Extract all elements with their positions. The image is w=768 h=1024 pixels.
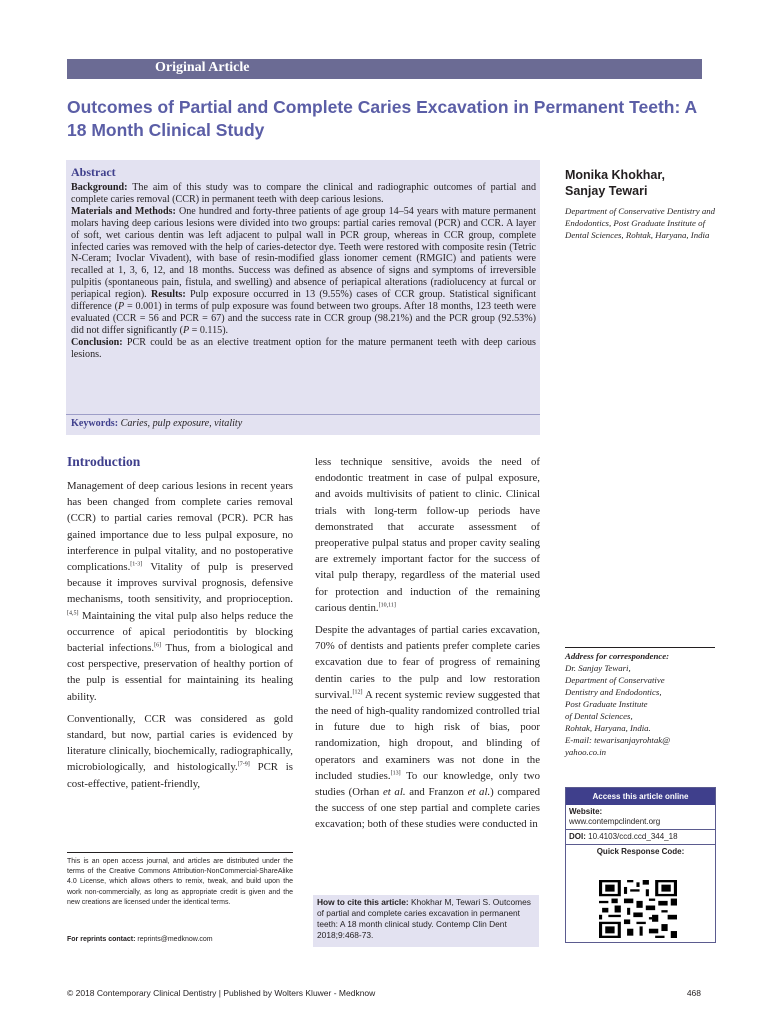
correspondence-divider [565, 647, 715, 648]
intro-paragraph-1: Management of deep carious lesions in recent years has been changed from complete caries removal (CCR) to partial caries removal (PCR). PCR has gained importance due to less pulpal exposure, no interference in pulpal vitality, and no postoperative complications.[1-3] Vitality of pulp is preserved because it improves survival prognosis, defensive mechanisms, tooth sensitivity, and proprioception.[4,5] Maintaining the vital pulp also helps reduce the occurrence of apical periodontitis by blocking bacterial infections.[6] Thus, from a biological and cost perspective, preservation of healthy portion of the pulp is essential for maintaining its healing ability. [67, 480, 293, 703]
article-title: Outcomes of Partial and Complete Caries Excavation in Permanent Teeth: A 18 Month Clinical Study [67, 97, 697, 140]
correspondence-email[interactable]: E-mail: tewarisanjayrohtak@ [565, 735, 671, 745]
results-label: Results: [150, 289, 186, 301]
author-names [565, 167, 725, 199]
intro-paragraph-2: Conventionally, CCR was considered as gold standard, but now, partial caries is evidenced by literature clinically, biochemically, radiographically, microbiologically, and histologically.[7-9] PCR is cost-effective, patient-friendly, [67, 712, 293, 790]
qr-code-icon[interactable] [599, 880, 677, 938]
keywords [71, 418, 242, 429]
conclusion-text: PCR could be as an elective treatment option for the mature permanent teeth with deep carious lesions. [71, 336, 536, 360]
author-affiliation: Department of Conservative Dentistry and Endodontics, Post Graduate Institute of Dental Sciences, Rohtak, Haryana, India [565, 206, 716, 240]
body-column-2 [315, 454, 540, 833]
keywords-text: Caries, pulp exposure, vitality [120, 418, 243, 429]
footer-text: © 2018 Contemporary Clinical Dentistry | Published by Wolters Kluwer - Medknow [67, 988, 376, 998]
website-row [566, 805, 715, 830]
intro-paragraph-4: Despite the advantages of partial caries excavation, 70% of dentists and patients prefer complete caries excavation due to fear of progress of remaining dentin caries to the pulp and low restoration survival.[12] A recent systemic review suggested that the need of high-quality randomized controlled trial in future due to high risk of bias, poor randomization, high dropout, and blinding of operators and examiners was not done in the included studies.[13] To our knowledge, only two studies (Orhan et al. and Franzon et al.) compared the success of one step partial and complete caries excavation; both of these studies were conducted in [315, 624, 540, 831]
conclusion-label: Conclusion: [71, 336, 123, 348]
license-text: This is an open access journal, and articles are distributed under the terms of the Creative Commons Attribution-NonCommercial-ShareAlike 4.0 License, which allows others to remix, tweak, and build upon the work non-commercially, as long as appropriate credit is given and the new creations are licensed under the identical terms. [67, 858, 293, 906]
reprints-contact [67, 936, 293, 943]
author-line-2: Sanjay Tewari [565, 184, 648, 198]
article-type-banner [67, 59, 702, 79]
body-column-1 [67, 478, 293, 792]
results-text-b: = 0.001) in terms of pulp exposure was found between two groups. After 18 months, 123 teeth were evaluated (CCR = 56 and PCR = 67) and the success rate in CCR group (98.21%) and the PCR group (92.53%) did not differ significantly ( [71, 301, 536, 336]
methods-label: Materials and Methods: [71, 205, 176, 217]
license-divider [67, 852, 293, 853]
p-symbol: P [182, 324, 190, 336]
website-label: Website: [569, 807, 603, 816]
keywords-label: Keywords: [71, 418, 119, 429]
doi-value[interactable]: 10.4103/ccd.ccd_344_18 [585, 832, 678, 841]
background-text: The aim of this study was to compare the clinical and radiographic outcomes of partial and complete caries removal (CCR) in permanent teeth with deep carious lesions. [71, 182, 536, 205]
results-text-a: Pulp exposure occurred in 13 (9.55%) cases of CCR group. Statistical significant difference ( [71, 289, 536, 313]
author-line-1: Monika Khokhar, [565, 168, 666, 182]
results-text-c: = 0.115). [189, 324, 229, 336]
doi-label: DOI: [569, 832, 586, 841]
abstract-box [66, 160, 540, 435]
reference[interactable]: [7-9] [237, 761, 250, 768]
access-online-box [565, 787, 716, 943]
correspondence-address: Address for correspondence: Dr. Sanjay Tewari, Department of Conservative Dentistry and Endodontics, Post Graduate Institute of Dental Sciences, Rohtak, Haryana, India. E-mail: tewarisanjayrohtak@ yahoo.co.in [565, 651, 671, 757]
methods-text: One hundred and forty-three patients of age group 14–54 years with mature permanent molars having deep carious lesions were divided into two groups: partial caries removal (PCR) and CCR. A layer of soft, wet carious dentin was left adjacent to pulpal wall in PCR group, whereas in CCR group, complete infected caries was removed with the help of caries-detector dye. Teeth were restored with composite resin (Tetric N-Ceram; Ivoclar Vivadent), with base of resin-modified glass ionomer cement (RMGIC) and patients were recalled at 1, 3, 6, 12, and 18 months. Success was defined as absence of signs and symptoms of irreversible pulpitis (spontaneous pain, fistula, and swelling) and absence of periapical alterations (radiolucency at furcal or periapical region). [71, 205, 536, 301]
abstract-heading: Abstract [71, 165, 116, 179]
reference[interactable]: [10,11] [378, 602, 396, 609]
qr-label: Quick Response Code: [596, 847, 685, 856]
reprints-email[interactable]: reprints@medknow.com [135, 936, 213, 943]
correspondence-label: Address for correspondence: [565, 651, 670, 661]
abstract-text [71, 182, 536, 361]
citation-box [313, 895, 539, 947]
article-type-label: Original Article [155, 60, 250, 75]
p-symbol: P [117, 301, 125, 313]
page-number: 468 [686, 988, 701, 998]
doi-row [566, 830, 715, 845]
website-link[interactable]: www.contempclindent.org [569, 817, 661, 826]
abstract-divider [66, 414, 540, 415]
access-heading: Access this article online [566, 788, 715, 805]
reference[interactable]: [6] [154, 642, 162, 649]
citation-text: Khokhar M, Tewari S. Outcomes of partial and complete caries excavation in permanent teeth: A 18 month clinical study. Contemp Clin Dent 2018;9:468-73. [317, 897, 531, 940]
reference[interactable]: [13] [390, 770, 401, 777]
introduction-heading: Introduction [67, 454, 141, 469]
citation-label: How to cite this article: [317, 897, 409, 907]
reprints-label: For reprints contact: [67, 936, 136, 943]
reference[interactable]: [1-3] [130, 561, 143, 568]
reference[interactable]: [4,5] [67, 610, 79, 617]
reference[interactable]: [12] [352, 689, 363, 696]
background-label: Background: [71, 182, 128, 193]
intro-paragraph-3: less technique sensitive, avoids the need of endodontic treatment in case of pulpal exposure, and avoids multivisits of patient to clinic. Clinical trials with long-term follow-up periods have demonstrated that accurate assessment of preoperative pulpal status and proper cavity sealing are extremely important factor for the success of vital pulp therapy, regardless of the material used for protection and induction of the remaining carious dentin.[10,11] [315, 456, 540, 614]
